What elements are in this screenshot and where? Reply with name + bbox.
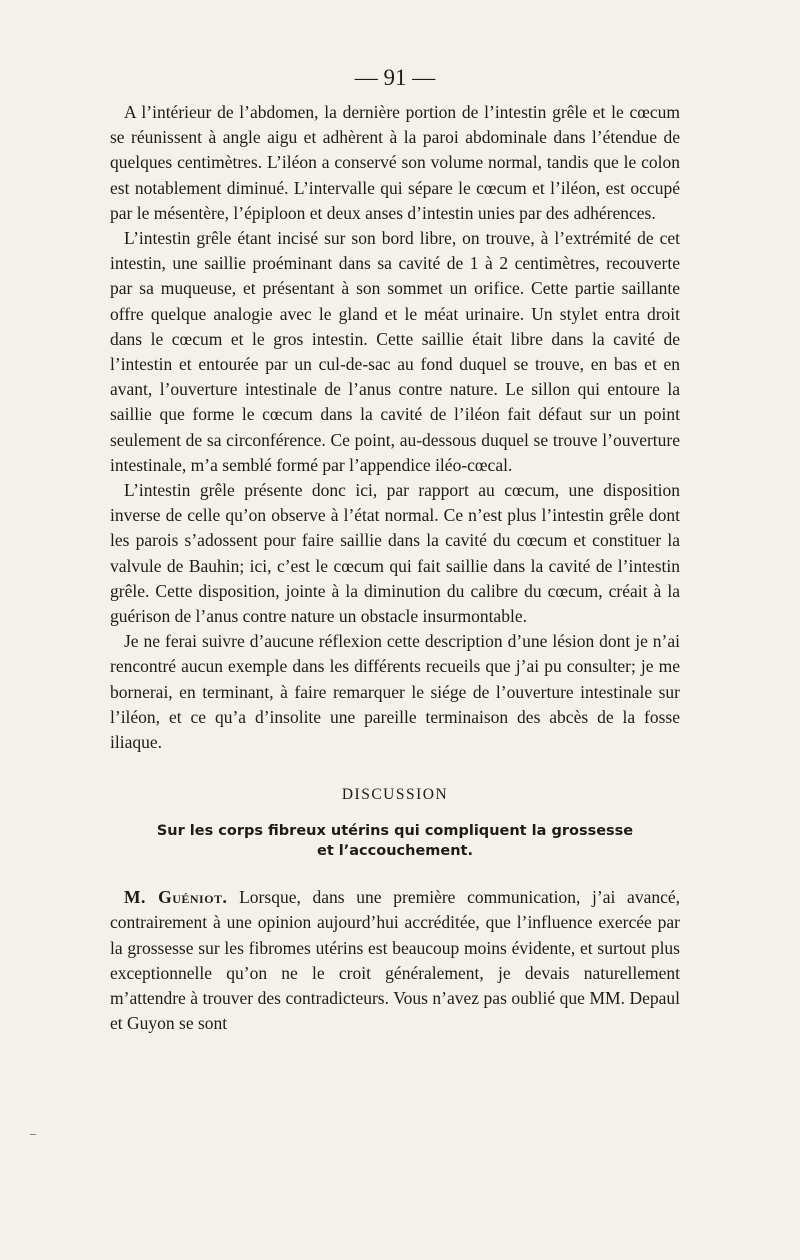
discussion-heading: DISCUSSION — [341, 786, 449, 804]
speech-paragraph — [110, 885, 680, 1036]
speaker-name: M. Guéniot. — [124, 887, 228, 908]
scan-edge-mark — [30, 1134, 36, 1135]
page-number: — 91 — — [354, 65, 436, 90]
discussion-subheading-line1: Sur les corps fibreux utérins qui compliquent la grossesse — [156, 823, 634, 840]
paragraph-incision: L’intestin grêle étant incisé sur son bord libre, on trouve, à l’extrémité de cet intestin, une saillie proéminant dans sa cavité de 1 à 2 centimètres, recouverte par sa muqueuse, et présentant à son sommet un orifice. Cette partie saillante offre quelque analogie avec le gland et le méat urinaire. Un stylet entra droit dans le cœcum et le gros intestin. Cette saillie était libre dans la cavité de l’intestin et entourée par un cul-de-sac au fond duquel se trouve, en bas et en avant, l’ouverture intestinale de l’anus contre nature. Le sillon qui entoure la saillie que forme le cœcum dans la cavité de l’iléon fait défaut sur un point seulement de sa circonférence. Ce point, au-dessous duquel se trouve l’ouverture intestinale, m’a semblé formé par l’appendice iléo-cœcal. — [110, 228, 680, 475]
document-page — [110, 62, 680, 1037]
paragraph-conclusion: Je ne ferai suivre d’aucune réflexion cette description d’une lésion dont je n’ai rencontré aucun exemple dans les différents recueils que j’ai pu consulter; je me bornerai, en terminant, à faire remarquer le siége de l’ouverture intestinale sur l’iléon, et ce qu’a d’insolite une pareille terminaison des abcès de la fosse iliaque. — [110, 631, 680, 753]
paragraph-disposition: L’intestin grêle présente donc ici, par rapport au cœcum, une disposition inverse de celle qu’on observe à l’état normal. Ce n’est plus l’intestin grêle dont les parois s’adossent pour faire saillie dans la cavité du cœcum et constituer la valvule de Bauhin; ici, c’est le cœcum qui fait saillie dans la cavité de l’intestin grêle. Cette disposition, jointe à la diminution du calibre du cœcum, créait à la guérison de l’anus contre nature un obstacle insurmontable. — [110, 480, 680, 627]
paragraph-abdomen: A l’intérieur de l’abdomen, la dernière portion de l’intestin grêle et le cœcum se réunissent à angle aigu et adhèrent à la paroi abdominale dans l’étendue de quelques centimètres. L’iléon a conservé son volume normal, tandis que le colon est notablement diminué. L’intervalle qui sépare le cœcum et l’iléon, est occupé par le mésentère, l’épiploon et deux anses d’intestin unies par des adhérences. — [110, 102, 680, 223]
speech-text: Lorsque, dans une première communication, j’ai avancé, contrairement à une opinion aujourd’hui accréditée, que l’influence exercée par la grossesse sur les fibromes utérins est beaucoup moins évidente, et surtout plus exceptionnelle qu’on ne le croit généralement, je devais naturellement m’attendre à trouver des contradicteurs. Vous n’avez pas oublié que MM. Depaul et Guyon se sont — [110, 887, 680, 1034]
discussion-subheading-line2: et l’accouchement. — [316, 843, 473, 860]
